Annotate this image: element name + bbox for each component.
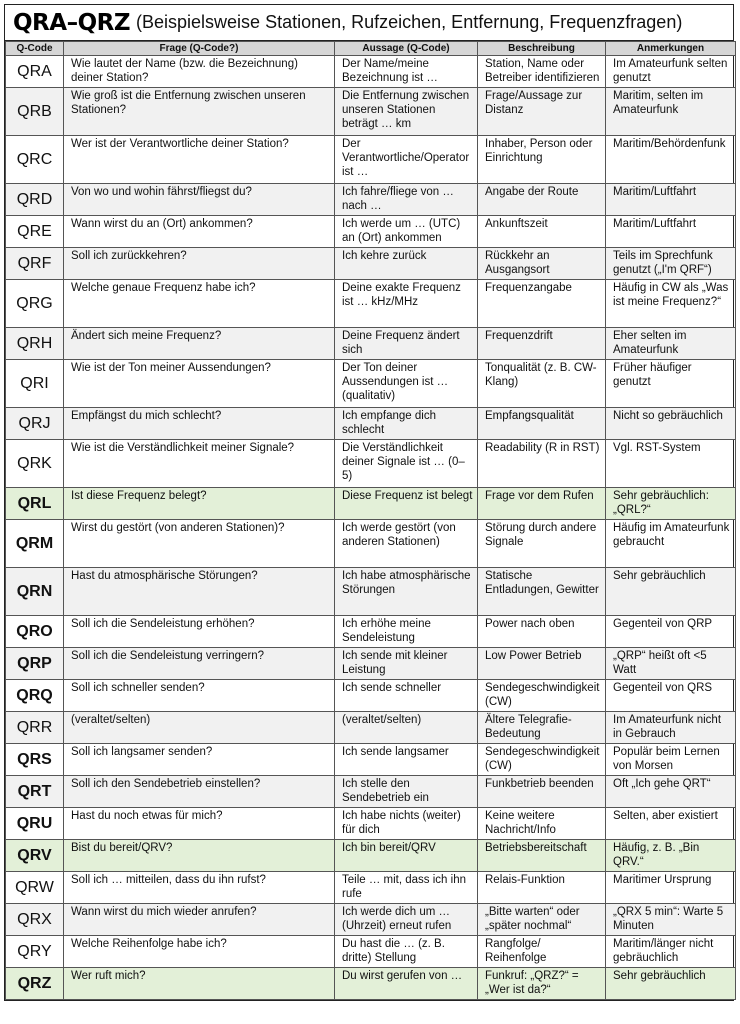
cell-aussage: Deine Frequenz ändert sich: [335, 328, 478, 360]
cell-aussage: Diese Frequenz ist belegt: [335, 488, 478, 520]
cell-frage: Ist diese Frequenz belegt?: [64, 488, 335, 520]
cell-q-code: QRO: [6, 616, 64, 648]
cell-aussage: Der Verantwortliche/Operator ist …: [335, 136, 478, 184]
table-row: [6, 744, 736, 776]
cell-aussage: Teile … mit, dass ich ihn rufe: [335, 872, 478, 904]
cell-beschreibung: Frequenzangabe: [478, 280, 606, 328]
table-row: [6, 56, 736, 88]
cell-anmerkungen: Im Amateurfunk selten genutzt: [606, 56, 736, 88]
cell-q-code: QRJ: [6, 408, 64, 440]
table-row: [6, 440, 736, 488]
cell-q-code: QRS: [6, 744, 64, 776]
cell-beschreibung: Rückkehr an Ausgangsort: [478, 248, 606, 280]
header-frage: Frage (Q-Code?): [64, 42, 335, 56]
cell-q-code: QRG: [6, 280, 64, 328]
table-row: [6, 936, 736, 968]
table-row: [6, 648, 736, 680]
cell-aussage: Ich werde um … (UTC) an (Ort) ankommen: [335, 216, 478, 248]
cell-frage: Wer ruft mich?: [64, 968, 335, 1000]
cell-anmerkungen: Populär beim Lernen von Morsen: [606, 744, 736, 776]
cell-aussage: Ich sende mit kleiner Leistung: [335, 648, 478, 680]
cell-beschreibung: Inhaber, Person oder Einrichtung: [478, 136, 606, 184]
cell-q-code: QRT: [6, 776, 64, 808]
cell-anmerkungen: Maritim, selten im Amateurfunk: [606, 88, 736, 136]
table-row: [6, 520, 736, 568]
cell-aussage: Deine exakte Frequenz ist … kHz/MHz: [335, 280, 478, 328]
table-row: [6, 328, 736, 360]
cell-beschreibung: Ankunftszeit: [478, 216, 606, 248]
cell-frage: Wie ist die Verständlichkeit meiner Signale?: [64, 440, 335, 488]
cell-frage: Soll ich die Sendeleistung verringern?: [64, 648, 335, 680]
cell-aussage: Ich kehre zurück: [335, 248, 478, 280]
cell-frage: Welche genaue Frequenz habe ich?: [64, 280, 335, 328]
cell-beschreibung: Frage/Aussage zur Distanz: [478, 88, 606, 136]
page-title: QRA–QRZ: [13, 9, 131, 36]
cell-q-code: QRA: [6, 56, 64, 88]
cell-frage: Von wo und wohin fährst/fliegst du?: [64, 184, 335, 216]
table-row: [6, 488, 736, 520]
cell-beschreibung: Low Power Betrieb: [478, 648, 606, 680]
cell-anmerkungen: Sehr gebräuchlich: [606, 968, 736, 1000]
table-row: [6, 184, 736, 216]
cell-aussage: (veraltet/selten): [335, 712, 478, 744]
cell-beschreibung: Frequenzdrift: [478, 328, 606, 360]
table-row: [6, 568, 736, 616]
header-aussage: Aussage (Q-Code): [335, 42, 478, 56]
table-row: [6, 616, 736, 648]
cell-frage: Soll ich zurückkehren?: [64, 248, 335, 280]
cell-anmerkungen: Häufig in CW als „Was ist meine Frequenz?“: [606, 280, 736, 328]
table-row: [6, 216, 736, 248]
table-row: [6, 136, 736, 184]
cell-aussage: Der Ton deiner Aussendungen ist … (qualitativ): [335, 360, 478, 408]
cell-anmerkungen: „QRP“ heißt oft <5 Watt: [606, 648, 736, 680]
cell-frage: Hast du noch etwas für mich?: [64, 808, 335, 840]
cell-anmerkungen: Maritimer Ursprung: [606, 872, 736, 904]
table-row: [6, 840, 736, 872]
cell-frage: Soll ich langsamer senden?: [64, 744, 335, 776]
cell-frage: Wie groß ist die Entfernung zwischen unseren Stationen?: [64, 88, 335, 136]
cell-q-code: QRU: [6, 808, 64, 840]
cell-anmerkungen: Im Amateurfunk nicht in Gebrauch: [606, 712, 736, 744]
header-anmerkungen: Anmerkungen: [606, 42, 736, 56]
cell-frage: Ändert sich meine Frequenz?: [64, 328, 335, 360]
cell-frage: Hast du atmosphärische Störungen?: [64, 568, 335, 616]
table-row: [6, 872, 736, 904]
cell-beschreibung: Sendegeschwindigkeit (CW): [478, 744, 606, 776]
cell-beschreibung: Angabe der Route: [478, 184, 606, 216]
cell-aussage: Ich werde dich um … (Uhrzeit) erneut rufen: [335, 904, 478, 936]
cell-anmerkungen: Vgl. RST-System: [606, 440, 736, 488]
cell-beschreibung: Funkruf: „QRZ?“ = „Wer ist da?“: [478, 968, 606, 1000]
cell-aussage: Ich habe atmosphärische Störungen: [335, 568, 478, 616]
cell-beschreibung: Ältere Telegrafie-Bedeutung: [478, 712, 606, 744]
cell-beschreibung: Tonqualität (z. B. CW-Klang): [478, 360, 606, 408]
cell-frage: Wirst du gestört (von anderen Stationen)?: [64, 520, 335, 568]
cell-q-code: QRR: [6, 712, 64, 744]
cell-anmerkungen: „QRX 5 min“: Warte 5 Minuten: [606, 904, 736, 936]
cell-beschreibung: Keine weitere Nachricht/Info: [478, 808, 606, 840]
table-row: [6, 280, 736, 328]
table-row: [6, 968, 736, 1000]
cell-q-code: QRP: [6, 648, 64, 680]
cell-aussage: Ich werde gestört (von anderen Stationen): [335, 520, 478, 568]
cell-anmerkungen: Gegenteil von QRP: [606, 616, 736, 648]
cell-q-code: QRC: [6, 136, 64, 184]
cell-frage: (veraltet/selten): [64, 712, 335, 744]
cell-anmerkungen: Eher selten im Amateurfunk: [606, 328, 736, 360]
cell-anmerkungen: Sehr gebräuchlich: [606, 568, 736, 616]
table-row: [6, 408, 736, 440]
cell-q-code: QRM: [6, 520, 64, 568]
cell-anmerkungen: Maritim/Luftfahrt: [606, 216, 736, 248]
cell-q-code: QRE: [6, 216, 64, 248]
cell-frage: Soll ich schneller senden?: [64, 680, 335, 712]
cell-aussage: Die Verständlichkeit deiner Signale ist … (0–5): [335, 440, 478, 488]
cell-frage: Bist du bereit/QRV?: [64, 840, 335, 872]
cell-q-code: QRB: [6, 88, 64, 136]
cell-frage: Soll ich die Sendeleistung erhöhen?: [64, 616, 335, 648]
cell-beschreibung: Betriebsbereitschaft: [478, 840, 606, 872]
cell-aussage: Ich sende langsamer: [335, 744, 478, 776]
cell-q-code: QRV: [6, 840, 64, 872]
cell-beschreibung: Störung durch andere Signale: [478, 520, 606, 568]
cell-beschreibung: Rangfolge/ Reihenfolge: [478, 936, 606, 968]
cell-anmerkungen: Nicht so gebräuchlich: [606, 408, 736, 440]
cell-frage: Wer ist der Verantwortliche deiner Station?: [64, 136, 335, 184]
cell-frage: Empfängst du mich schlecht?: [64, 408, 335, 440]
cell-anmerkungen: Gegenteil von QRS: [606, 680, 736, 712]
page-subtitle: (Beispielsweise Stationen, Rufzeichen, Entfernung, Frequenzfragen): [136, 12, 683, 32]
q-code-table-sheet: [4, 4, 734, 1001]
cell-aussage: Ich empfange dich schlecht: [335, 408, 478, 440]
cell-aussage: Du wirst gerufen von …: [335, 968, 478, 1000]
cell-aussage: Die Entfernung zwischen unseren Stationen beträgt … km: [335, 88, 478, 136]
cell-q-code: QRH: [6, 328, 64, 360]
cell-q-code: QRI: [6, 360, 64, 408]
cell-q-code: QRL: [6, 488, 64, 520]
table-row: [6, 904, 736, 936]
cell-q-code: QRF: [6, 248, 64, 280]
cell-beschreibung: Relais-Funktion: [478, 872, 606, 904]
cell-aussage: Der Name/meine Bezeichnung ist …: [335, 56, 478, 88]
cell-q-code: QRQ: [6, 680, 64, 712]
cell-beschreibung: Frage vor dem Rufen: [478, 488, 606, 520]
cell-anmerkungen: Teils im Sprechfunk genutzt („I'm QRF“): [606, 248, 736, 280]
cell-beschreibung: Empfangsqualität: [478, 408, 606, 440]
cell-aussage: Ich sende schneller: [335, 680, 478, 712]
header-q-code: Q-Code: [6, 42, 64, 56]
cell-aussage: Ich habe nichts (weiter) für dich: [335, 808, 478, 840]
cell-anmerkungen: Früher häufiger genutzt: [606, 360, 736, 408]
cell-anmerkungen: Oft „Ich gehe QRT“: [606, 776, 736, 808]
cell-frage: Wann wirst du an (Ort) ankommen?: [64, 216, 335, 248]
table-row: [6, 776, 736, 808]
cell-beschreibung: Statische Entladungen, Gewitter: [478, 568, 606, 616]
cell-anmerkungen: Maritim/Luftfahrt: [606, 184, 736, 216]
title-bar: [5, 5, 733, 41]
cell-anmerkungen: Häufig im Amateurfunk gebraucht: [606, 520, 736, 568]
cell-aussage: Ich stelle den Sendebetrieb ein: [335, 776, 478, 808]
cell-frage: Soll ich … mitteilen, dass du ihn rufst?: [64, 872, 335, 904]
header-beschreibung: Beschreibung: [478, 42, 606, 56]
cell-q-code: QRY: [6, 936, 64, 968]
cell-q-code: QRD: [6, 184, 64, 216]
table-row: [6, 808, 736, 840]
table-row: [6, 248, 736, 280]
cell-aussage: Ich bin bereit/QRV: [335, 840, 478, 872]
cell-q-code: QRX: [6, 904, 64, 936]
cell-q-code: QRZ: [6, 968, 64, 1000]
cell-frage: Wie lautet der Name (bzw. die Bezeichnung) deiner Station?: [64, 56, 335, 88]
cell-beschreibung: „Bitte warten“ oder „später nochmal“: [478, 904, 606, 936]
cell-q-code: QRW: [6, 872, 64, 904]
cell-anmerkungen: Häufig, z. B. „Bin QRV.“: [606, 840, 736, 872]
table-row: [6, 88, 736, 136]
cell-anmerkungen: Maritim/länger nicht gebräuchlich: [606, 936, 736, 968]
table-row: [6, 712, 736, 744]
cell-frage: Soll ich den Sendebetrieb einstellen?: [64, 776, 335, 808]
cell-q-code: QRK: [6, 440, 64, 488]
cell-beschreibung: Funkbetrieb beenden: [478, 776, 606, 808]
cell-frage: Welche Reihenfolge habe ich?: [64, 936, 335, 968]
cell-aussage: Ich fahre/fliege von … nach …: [335, 184, 478, 216]
cell-frage: Wie ist der Ton meiner Aussendungen?: [64, 360, 335, 408]
cell-anmerkungen: Maritim/Behördenfunk: [606, 136, 736, 184]
cell-anmerkungen: Sehr gebräuchlich: „QRL?“: [606, 488, 736, 520]
table-row: [6, 360, 736, 408]
cell-aussage: Du hast die … (z. B. dritte) Stellung: [335, 936, 478, 968]
cell-aussage: Ich erhöhe meine Sendeleistung: [335, 616, 478, 648]
cell-beschreibung: Sendegeschwindigkeit (CW): [478, 680, 606, 712]
cell-beschreibung: Power nach oben: [478, 616, 606, 648]
table-header-row: [6, 42, 736, 56]
cell-q-code: QRN: [6, 568, 64, 616]
cell-frage: Wann wirst du mich wieder anrufen?: [64, 904, 335, 936]
q-code-table: [5, 41, 736, 1000]
cell-beschreibung: Readability (R in RST): [478, 440, 606, 488]
table-row: [6, 680, 736, 712]
cell-anmerkungen: Selten, aber existiert: [606, 808, 736, 840]
cell-beschreibung: Station, Name oder Betreiber identifizieren: [478, 56, 606, 88]
table-body: [6, 56, 736, 1000]
